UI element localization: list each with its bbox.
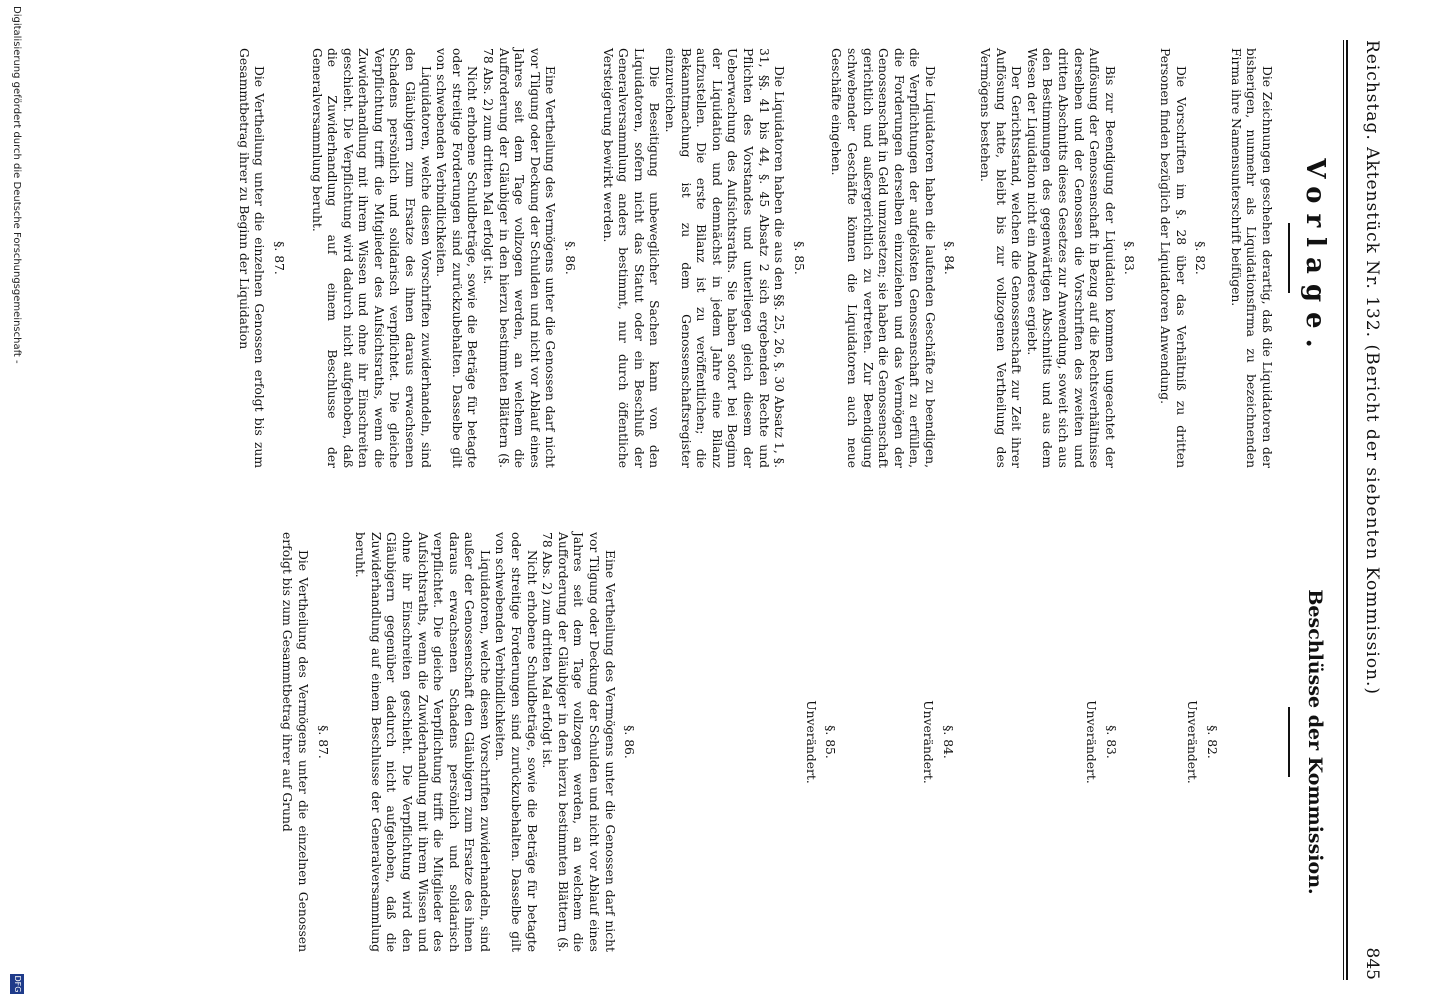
digitization-footer (4, 0, 26, 1000)
vorlage-section-85-text-2: Die Beseitigung unbeweglicher Sachen kann von den Liquidatoren, sofern nicht das Statut oder ein Beschluß der Generalversammlung anders bestimmt, nur durch öffentliche Versteigerung bewirkt werden. (600, 48, 662, 468)
kommission-section-84-text: Unverändert. (921, 700, 936, 784)
vorlage-section-87-text: Die Vertheilung unter die einzelnen Genossen erfolgt bis zum Gesammtbetrag ihrer zu Beginn der Liquidation (236, 48, 267, 468)
vorlage-section-86-label: §. 86. (563, 241, 578, 275)
header-rule-thin (1343, 40, 1344, 980)
vorlage-section-86-text-1: Eine Vertheilung des Vermögens unter die Genossen darf nicht vor Tilgung oder Deckung der Schulden und nicht vor Ablauf eines Jahres seit dem Tage vollzogen werden, an welchem die Aufforderung der Gläubiger in den hierzu bestimmten Blättern (§. 78 Abs. 2) zum dritten Mal erfolgt ist. (481, 48, 558, 468)
vorlage-section-83-label: §. 83. (1122, 241, 1137, 275)
kommission-section-83-label: §. 83. (1103, 725, 1118, 759)
kommission-section-82-text: Unverändert. (1185, 700, 1200, 784)
kommission-section-83-text: Unverändert. (1084, 700, 1099, 784)
vorlage-section-86-text-2: Nicht erhobene Schuldbeträge, sowie die Beträge für betagte oder streitige Forderungen sind zurückzubehalten. Dasselbe gilt von schwebenden Verbindlichkeiten. (434, 48, 480, 468)
vorlage-column (32, 48, 1332, 468)
kommission-section-86-text-2: Nicht erhobene Schuldbeträge, sowie die Beträge für betagte oder streitige Forderungen sind zurückzubehalten. Dasselbe gilt von schwebenden Verbindlichkeiten. (493, 532, 539, 952)
page-header (1354, 40, 1394, 980)
kommission-section-82-label: §. 82. (1205, 725, 1219, 759)
kommission-section-86-label: §. 86. (622, 725, 637, 759)
vorlage-section-84-label: §. 84. (942, 241, 957, 275)
vorlage-title: Vorlage. (1300, 158, 1330, 358)
running-head: Reichstag. Aktenstück Nr. 132. (Bericht der siebenten Kommission.) (1362, 40, 1382, 696)
header-rule (1346, 40, 1348, 980)
vorlage-section-85-text-1: Die Liquidatoren haben die aus den §§. 25, 26, §. 30 Absatz 1, §. 31, §§. 41 bis 44, §. 45 Absatz 2 sich ergebenden Rechte und Pflichten des Vorstandes und unterliegen gleich diesem der Ueberwachung des Aufsichtsraths. Sie haben sofort bei Beginn der Liquidation und demnächst in jedem Jahre eine Bilanz aufzustellen. Die erste Bilanz ist zu veröffentlichen; die Bekanntmachung ist zu dem Genossenschaftsregister einzureichen. (663, 48, 787, 468)
vorlage-section-85-label: §. 85. (791, 241, 806, 275)
vorlage-title-rule (1288, 223, 1290, 293)
vorlage-section-84-text: Die Liquidatoren haben die laufenden Geschäfte zu beendigen, die Verpflichtungen der aufgelösten Genossenschaft zu erfüllen, die Forderungen derselben einzuziehen und das Vermögen der Genossenschaft in Geld umzusetzen; sie haben die Genossenschaft gerichtlich und außergerichtlich zu vertreten. Zur Beendigung schwebender Geschäfte können die Liquidatoren auch neue Geschäfte eingehen. (829, 48, 937, 468)
vorlage-section-86-text-3: Liquidatoren, welche diesen Vorschriften zuwiderhandeln, sind den Gläubigern zum Ersatze des ihnen daraus erwachsenen Schadens persönlich und solidarisch verpflichtet. Die gleiche Verpflichtung trifft die Mitglieder des Aufsichtsraths, wenn die Zuwiderhandlung mit ihrem Wissen und ohne ihr Einschreiten geschieht. Die Verpflichtung wird dadurch nicht aufgehoben, daß die Zuwiderhandlung auf einem Beschlusse der Generalversammlung beruht. (309, 48, 433, 468)
kommission-section-84-label: §. 84. (940, 725, 955, 759)
vorlage-section-87-label: §. 87. (271, 241, 286, 275)
digitization-credit: Digitalisierung gefördert durch die Deutsche Forschungsgemeinschaft - (11, 6, 22, 364)
kommission-section-87-text: Die Vertheilung des Vermögens unter die einzelnen Genossen erfolgt bis zum Gesammtbetrag ihrer auf Grund (280, 532, 310, 952)
kommission-section-86-text-3: Liquidatoren, welche diesen Vorschriften zuwiderhandeln, sind außer der Genossenschaft den Gläubigern zum Ersatze des ihnen daraus erwachsenen Schadens persönlich und solidarisch verpflichtet. Die gleiche Verpflichtung trifft die Mitglieder des Aufsichtsraths, wenn die Zuwiderhandlung mit ihrem Wissen und ohne ihr Einschreiten geschieht. Die Verpflichtung wird den Gläubigern gegenüber dadurch nicht aufgehoben, daß die Zuwiderhandlung auf einem Beschlusse der Generalversammlung beruht. (353, 532, 492, 952)
page-number: 845 (1362, 947, 1382, 980)
kommission-title-rule (1288, 707, 1290, 777)
vorlage-section-82-label: §. 82. (1193, 241, 1208, 275)
kommission-title: Beschlüsse der Kommission. (1304, 589, 1326, 895)
kommission-section-86-text-1: Eine Vertheilung des Vermögens unter die Genossen darf nicht vor Tilgung oder Deckung der Schulden und nicht vor Ablauf eines Jahres seit dem Tage vollzogen werden, an welchem die Aufforderung der Gläubiger in den hierzu bestimmten Blättern (§. 78 Abs. 2) zum dritten Mal erfolgt ist. (540, 532, 617, 952)
vorlage-section-83-text-2: Der Gerichtsstand, welchen die Genossenschaft zur Zeit ihrer Auflösung hatte, bleibt bis zur vollzogenen Vertheilung des Vermögens bestehen. (978, 48, 1024, 468)
kommission-section-87-label: §. 87. (315, 725, 330, 759)
vorlage-intro-paragraph: Die Zeichnungen geschehen derartig, daß die Liquidatoren der bisherigen, nunmehr als Liquidationsfirma zu bezeichnenden Firma ihre Namensunterschrift beifügen. (1228, 48, 1274, 468)
kommission-section-85-label: §. 85. (823, 725, 838, 759)
vorlage-section-82-text: Die Vorschriften im §. 28 über das Verhältniß zu dritten Personen finden bezüglich der Liquidatoren Anwendung. (1158, 48, 1188, 468)
kommission-column (32, 532, 1332, 952)
vorlage-section-83-text-1: Bis zur Beendigung der Liquidation kommen ungeachtet der Auflösung der Genossenschaft in Bezug auf die Rechtsverhältnisse derselben und der Genossen die Vorschriften des zweiten und dritten Abschnitts dieses Gesetzes zur Anwendung, soweit sich aus den Bestimmungen des gegenwärtigen Abschnitts und aus dem Wesen der Liquidation nicht ein Anderes ergiebt. (1024, 48, 1117, 468)
kommission-section-85-text: Unverändert. (803, 700, 818, 784)
dfg-logo-icon: DFG (10, 974, 24, 994)
